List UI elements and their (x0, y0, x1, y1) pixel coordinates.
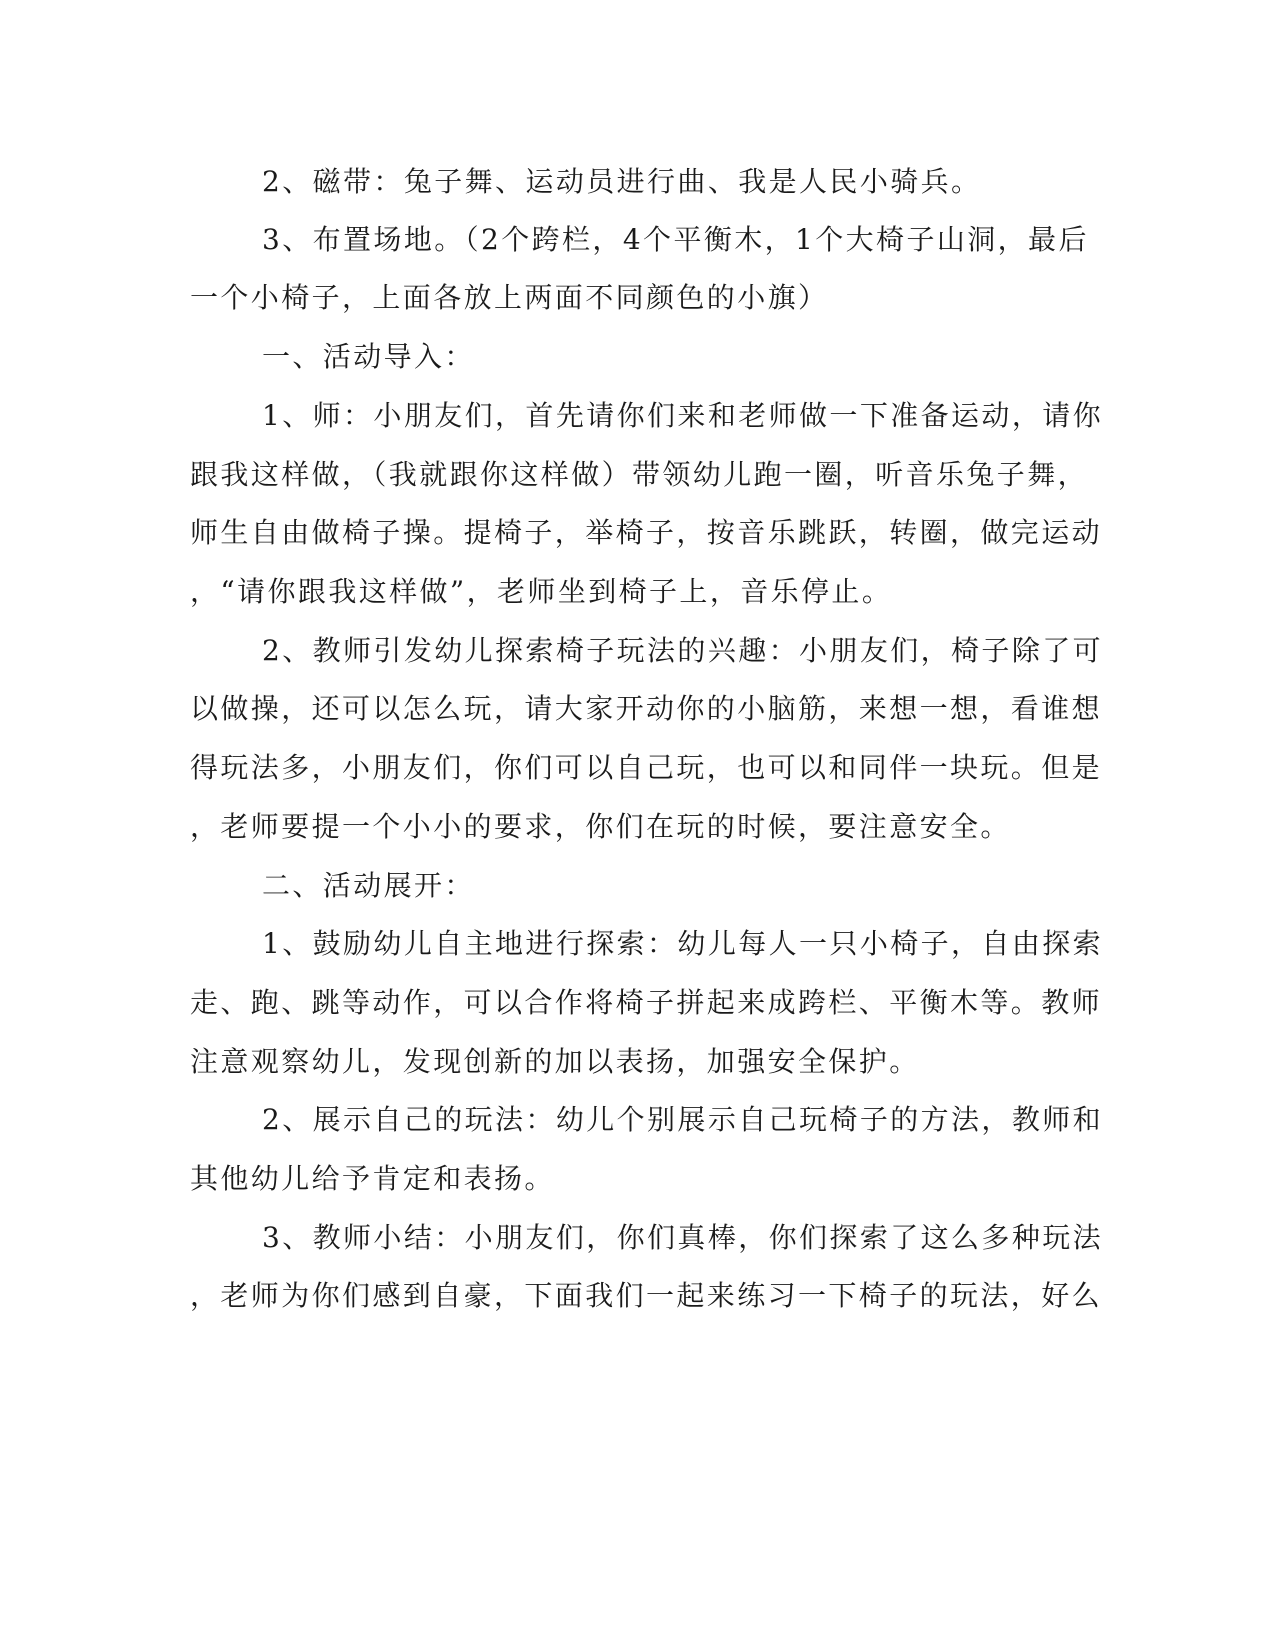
text-line: 3、教师小结：小朋友们，你们真棒，你们探索了这么多种玩法 (262, 1221, 1104, 1254)
text-line: ，老师为你们感到自豪，下面我们一起来练习一下椅子的玩法，好么 (190, 1279, 1103, 1312)
text-line: 一个小椅子，上面各放上两面不同颜色的小旗） (190, 281, 829, 314)
text-line: 2、磁带：兔子舞、运动员进行曲、我是人民小骑兵。 (262, 165, 982, 198)
section-heading: 二、活动展开： (262, 869, 475, 902)
text-line: ，“请你跟我这样做”，老师坐到椅子上，音乐停止。 (190, 575, 893, 608)
text-line: 以做操，还可以怎么玩，请大家开动你的小脑筋，来想一想，看谁想 (190, 692, 1103, 725)
text-line: 2、展示自己的玩法：幼儿个别展示自己玩椅子的方法，教师和 (262, 1103, 1104, 1136)
text-line: 1、师：小朋友们，首先请你们来和老师做一下准备运动，请你 (262, 399, 1104, 432)
text-line: 跟我这样做，（我就跟你这样做）带领幼儿跑一圈，听音乐兔子舞， (190, 458, 1089, 491)
text-line: 得玩法多，小朋友们，你们可以自己玩，也可以和同伴一块玩。但是 (190, 751, 1103, 784)
text-line: 1、鼓励幼儿自主地进行探索：幼儿每人一只小椅子，自由探索 (262, 927, 1104, 960)
section-heading: 一、活动导入： (262, 340, 475, 373)
text-line: 3、布置场地。（2个跨栏，4个平衡木，1个大椅子山洞，最后 (262, 223, 1089, 256)
text-line: 注意观察幼儿，发现创新的加以表扬，加强安全保护。 (190, 1045, 920, 1078)
text-line: 其他幼儿给予肯定和表扬。 (190, 1162, 555, 1195)
text-line: 2、教师引发幼儿探索椅子玩法的兴趣：小朋友们，椅子除了可 (262, 634, 1104, 667)
text-line: 师生自由做椅子操。提椅子，举椅子，按音乐跳跃，转圈，做完运动 (190, 516, 1103, 549)
text-line: 走、跑、跳等动作，可以合作将椅子拼起来成跨栏、平衡木等。教师 (190, 986, 1103, 1019)
text-line: ，老师要提一个小小的要求，你们在玩的时候，要注意安全。 (190, 810, 1011, 843)
